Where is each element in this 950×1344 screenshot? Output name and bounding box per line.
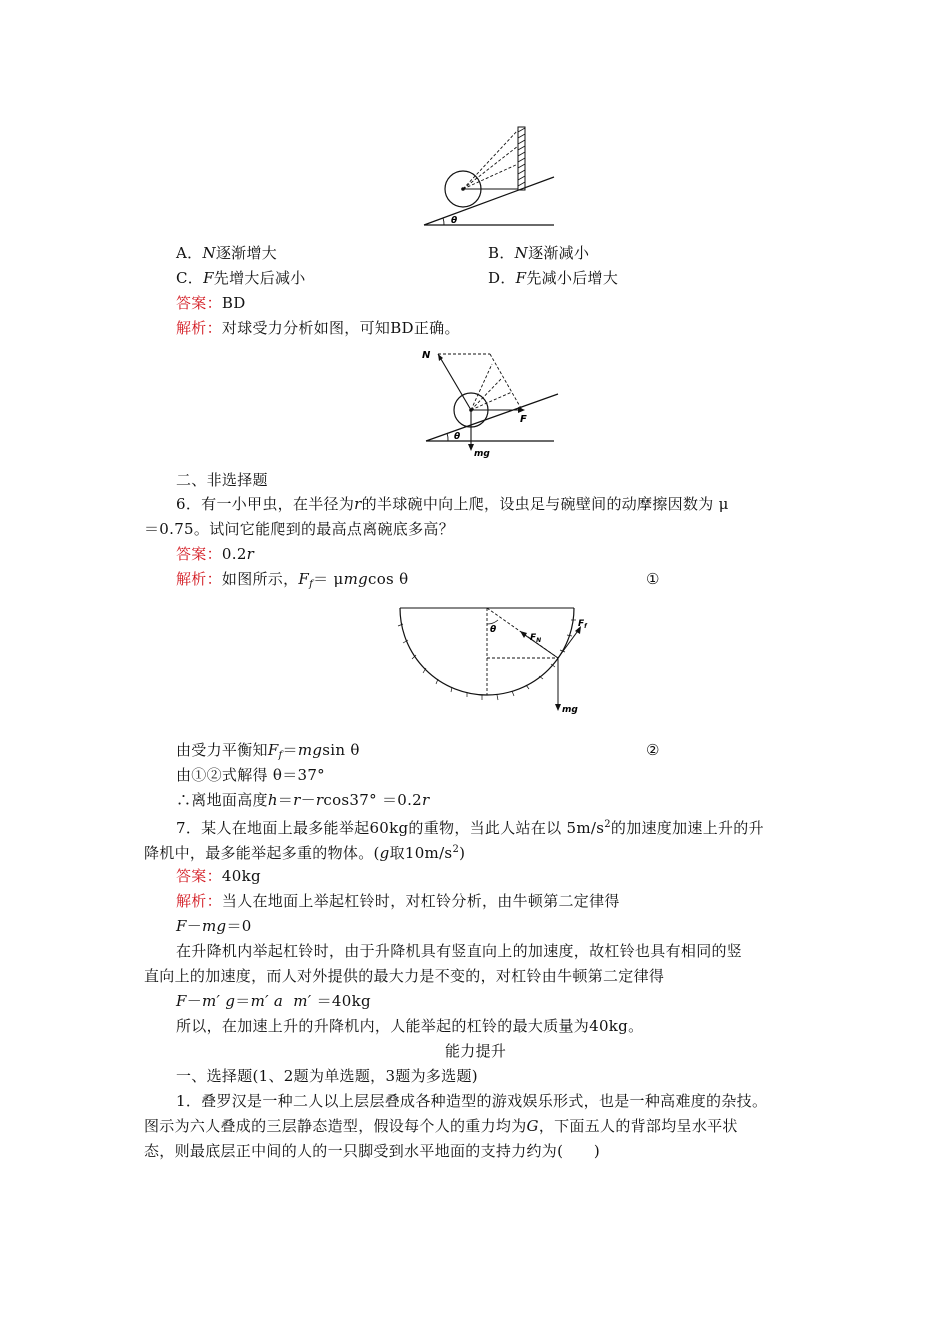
q6-line2: ＝0.75。试问它能爬到的最高点离碗底多高？ bbox=[144, 520, 455, 538]
q6-line1: 6．有一小甲虫，在半径为r的半球碗中向上爬，设虫足与碗壁间的动摩擦因数为 μ bbox=[176, 495, 729, 513]
q7-eq1: F－mg＝0 bbox=[176, 917, 252, 935]
q7-conclusion: 所以，在加速上升的升降机内，人能举起的杠铃的最大质量为40kg。 bbox=[176, 1017, 644, 1035]
fn-label: $F_N$ bbox=[530, 633, 542, 644]
figure-bowl bbox=[392, 602, 588, 724]
eq2-number: ② bbox=[646, 741, 660, 759]
q6-eq3: 由①②式解得 θ＝37° bbox=[176, 766, 325, 784]
option-d: D．F先减小后增大 bbox=[488, 269, 619, 287]
figure-ball-incline-wall bbox=[420, 124, 560, 230]
q7-analysis: 解析：当人在地面上举起杠铃时，对杠铃分析，由牛顿第二定律得 bbox=[176, 892, 620, 910]
ball-wall-diagram bbox=[420, 124, 560, 230]
q5-answer: 答案：BD bbox=[176, 294, 246, 312]
theta-label: θ bbox=[454, 432, 461, 442]
q7-para2: 直向上的加速度，而人对外提供的最大力是不变的，对杠铃由牛顿第二定律得 bbox=[144, 967, 665, 985]
q7-answer: 答案：40kg bbox=[176, 867, 261, 885]
figure-force-analysis bbox=[418, 344, 562, 466]
ability-q1-line2: 图示为六人叠成的三层静态造型，假设每个人的重力均为G，下面五人的背部均呈水平状 bbox=[144, 1117, 738, 1135]
bowl-diagram bbox=[392, 602, 588, 720]
q6-eq4: ∴离地面高度h＝r－rcos37° ＝0.2r bbox=[176, 791, 430, 809]
q7-para1: 在升降机内举起杠铃时，由于升降机具有竖直向上的加速度，故杠铃也具有相同的竖 bbox=[176, 942, 743, 960]
theta-label: θ bbox=[490, 625, 497, 635]
section-title: 二、非选择题 bbox=[176, 471, 268, 489]
ability-section: 一、选择题(1、2题为单选题，3题为多选题) bbox=[176, 1067, 478, 1085]
force-analysis-diagram bbox=[418, 344, 562, 462]
n-label: N bbox=[422, 350, 431, 361]
q6-eq2: 由受力平衡知$F_f=mgsin$ θ bbox=[176, 741, 360, 761]
ability-q1-line3: 态，则最底层正中间的人的一只脚受到水平地面的支持力约为( ) bbox=[144, 1142, 601, 1160]
mg-label: mg bbox=[562, 705, 578, 715]
q6-answer: 答案：0.2r bbox=[176, 545, 255, 563]
q7-eq2: F－m′ g＝m′ a m′ ＝40kg bbox=[176, 992, 371, 1010]
ff-label: $F_f$ bbox=[578, 619, 587, 630]
f-label: F bbox=[520, 414, 527, 425]
q5-analysis: 解析：对球受力分析如图，可知BD正确。 bbox=[176, 319, 460, 337]
ability-q1-line1: 1．叠罗汉是一种二人以上层层叠成各种造型的游戏娱乐形式，也是一种高难度的杂技。 bbox=[176, 1092, 768, 1110]
ability-title: 能力提升 bbox=[445, 1042, 507, 1060]
eq1-number: ① bbox=[646, 570, 660, 588]
q7-line1: 7．某人在地面上最多能举起60kg的重物，当此人站在以 $5m/s^2$的加速度加速上升的升 bbox=[176, 819, 764, 837]
theta-label: θ bbox=[451, 216, 458, 226]
option-c: C．F先增大后减小 bbox=[176, 269, 306, 287]
option-a: A．N逐渐增大 bbox=[176, 244, 278, 262]
mg-label: mg bbox=[474, 449, 490, 459]
q7-line2: 降机中，最多能举起多重的物体。(g取$10m/s^2$) bbox=[144, 844, 466, 862]
q6-analysis-eq1: 解析：如图所示，$F_f= \mu mgcos$ θ bbox=[176, 570, 409, 590]
option-b: B．N逐渐减小 bbox=[488, 244, 590, 262]
